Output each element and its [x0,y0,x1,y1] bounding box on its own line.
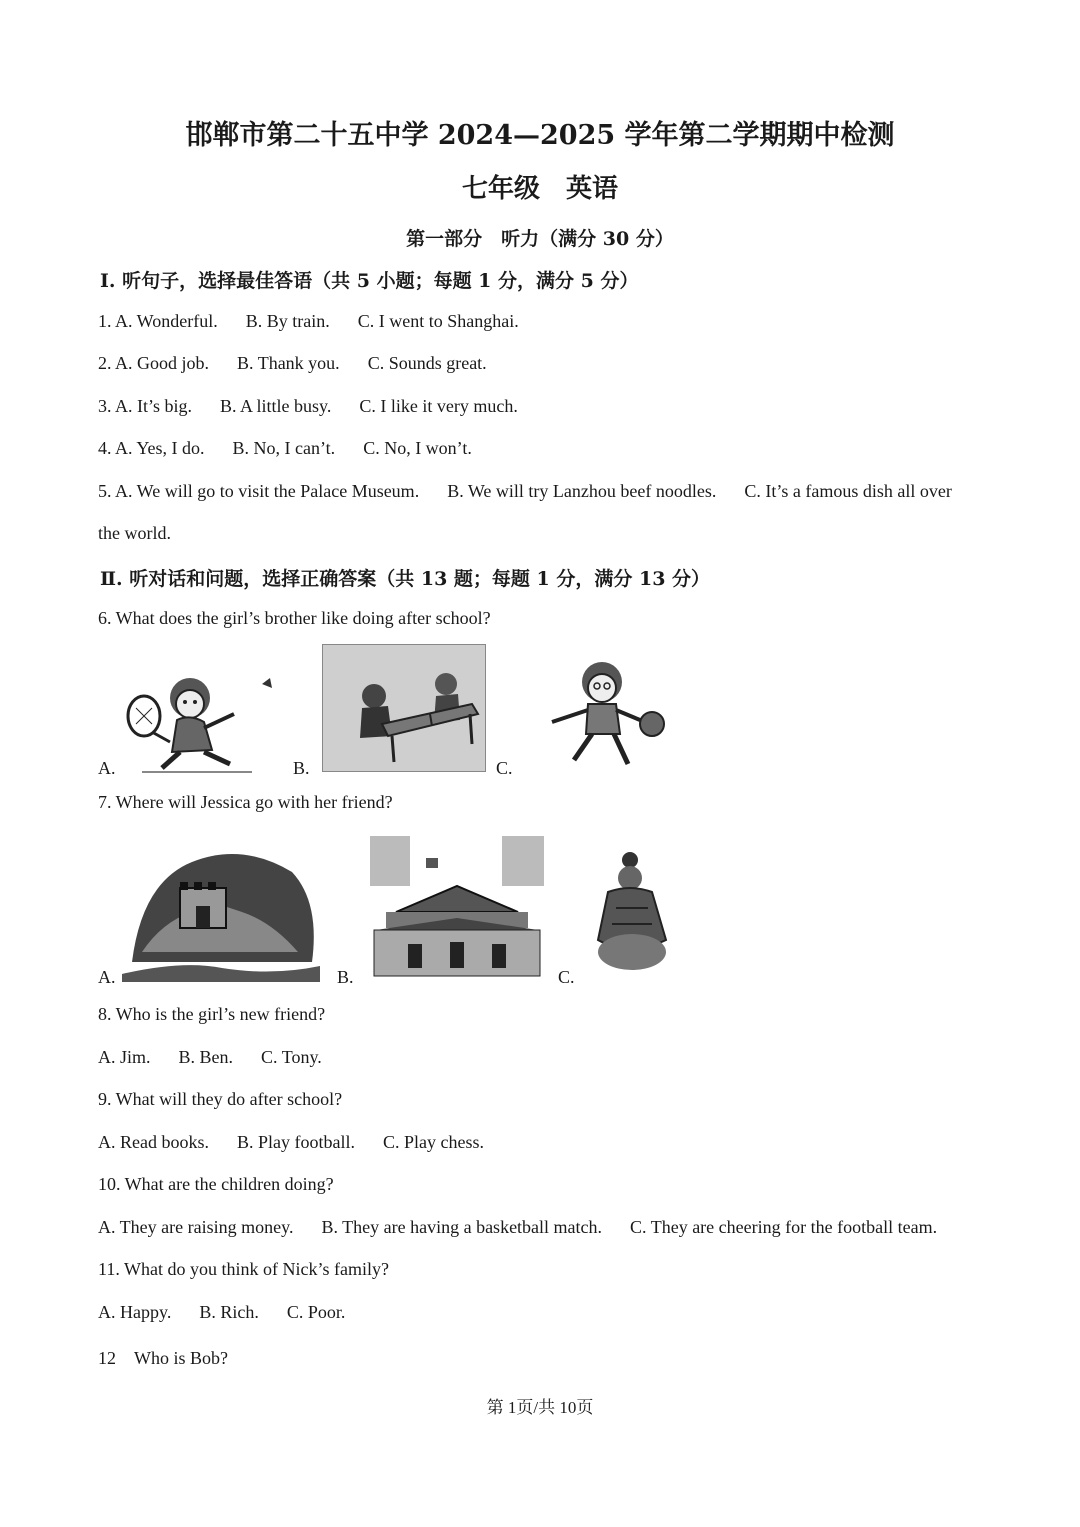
basketball-player-icon [528,656,676,772]
option: C. Sounds great. [367,353,487,373]
option: C. Tony. [261,1047,322,1067]
question-7: 7. Where will Jessica go with her friend? [98,792,393,812]
option: B. Thank you. [237,353,340,373]
terracotta-figure-icon [590,848,676,976]
question-11-options [98,1302,345,1323]
option: B. By train. [245,311,330,331]
exam-title: 邯郸市第二十五中学 2024—2025 学年第二学期期中检测 [185,120,895,151]
question-10-options [98,1217,937,1238]
option: B. We will try Lanzhou beef noodles. [447,481,717,501]
q6-label-b: B. [293,758,310,778]
question-11: 11. What do you think of Nick’s family? [98,1259,389,1279]
option: C. They are cheering for the football team. [630,1217,938,1237]
q6-label-a: A. [98,758,116,778]
question-9-options [98,1132,484,1153]
option: C. Play chess. [383,1132,484,1152]
question-12: 12 Who is Bob? [98,1348,228,1368]
page-number: 第 1页/共 10页 [486,1398,594,1417]
option: 4. A. Yes, I do. [98,438,205,458]
question-10: 10. What are the children doing? [98,1174,334,1194]
exam-subtitle: 七年级 英语 [461,174,618,204]
q7-label-a: A. [98,967,116,987]
option: C. No, I won’t. [363,438,472,458]
question-5 [98,481,952,502]
question-6: 6. What does the girl’s brother like doing after school? [98,608,491,628]
option: 5. A. We will go to visit the Palace Museum. [98,481,420,501]
option: B. Play football. [237,1132,355,1152]
palace-gate-icon [366,834,548,982]
option: B. Rich. [199,1302,259,1322]
section-1-heading: Ⅰ. 听句子，选择最佳答语（共 5 小题；每题 1 分，满分 5 分） [100,270,639,292]
q6-label-c: C. [496,758,513,778]
option: C. I went to Shanghai. [357,311,519,331]
option: 2. A. Good job. [98,353,210,373]
option: 3. A. It’s big. [98,396,193,416]
question-3 [98,396,518,417]
option: B. Ben. [178,1047,234,1067]
question-4 [98,438,472,459]
option: C. Poor. [286,1302,346,1322]
table-tennis-players-icon [322,644,486,772]
section-2-heading: Ⅱ. 听对话和问题，选择正确答案（共 13 题；每题 1 分，满分 13 分） [100,568,711,590]
question-8-options [98,1047,322,1068]
option: B. A little busy. [220,396,332,416]
q7-label-c: C. [558,967,575,987]
question-1 [98,311,519,332]
option: A. They are raising money. [98,1217,294,1237]
badminton-player-icon [122,668,282,776]
option: B. No, I can’t. [232,438,336,458]
option: B. They are having a basketball match. [321,1217,603,1237]
q7-label-b: B. [337,967,354,987]
option: A. Read books. [98,1132,209,1152]
option: 1. A. Wonderful. [98,311,218,331]
option: C. It’s a famous dish all over [744,481,952,501]
question-5-continuation: the world. [98,523,171,543]
option: C. I like it very much. [359,396,518,416]
question-2 [98,353,487,374]
great-wall-icon [122,842,320,982]
question-9: 9. What will they do after school? [98,1089,343,1109]
part-heading: 第一部分 听力（满分 30 分） [406,228,674,250]
option: A. Jim. [98,1047,151,1067]
option: A. Happy. [98,1302,172,1322]
question-8: 8. Who is the girl’s new friend? [98,1004,326,1024]
